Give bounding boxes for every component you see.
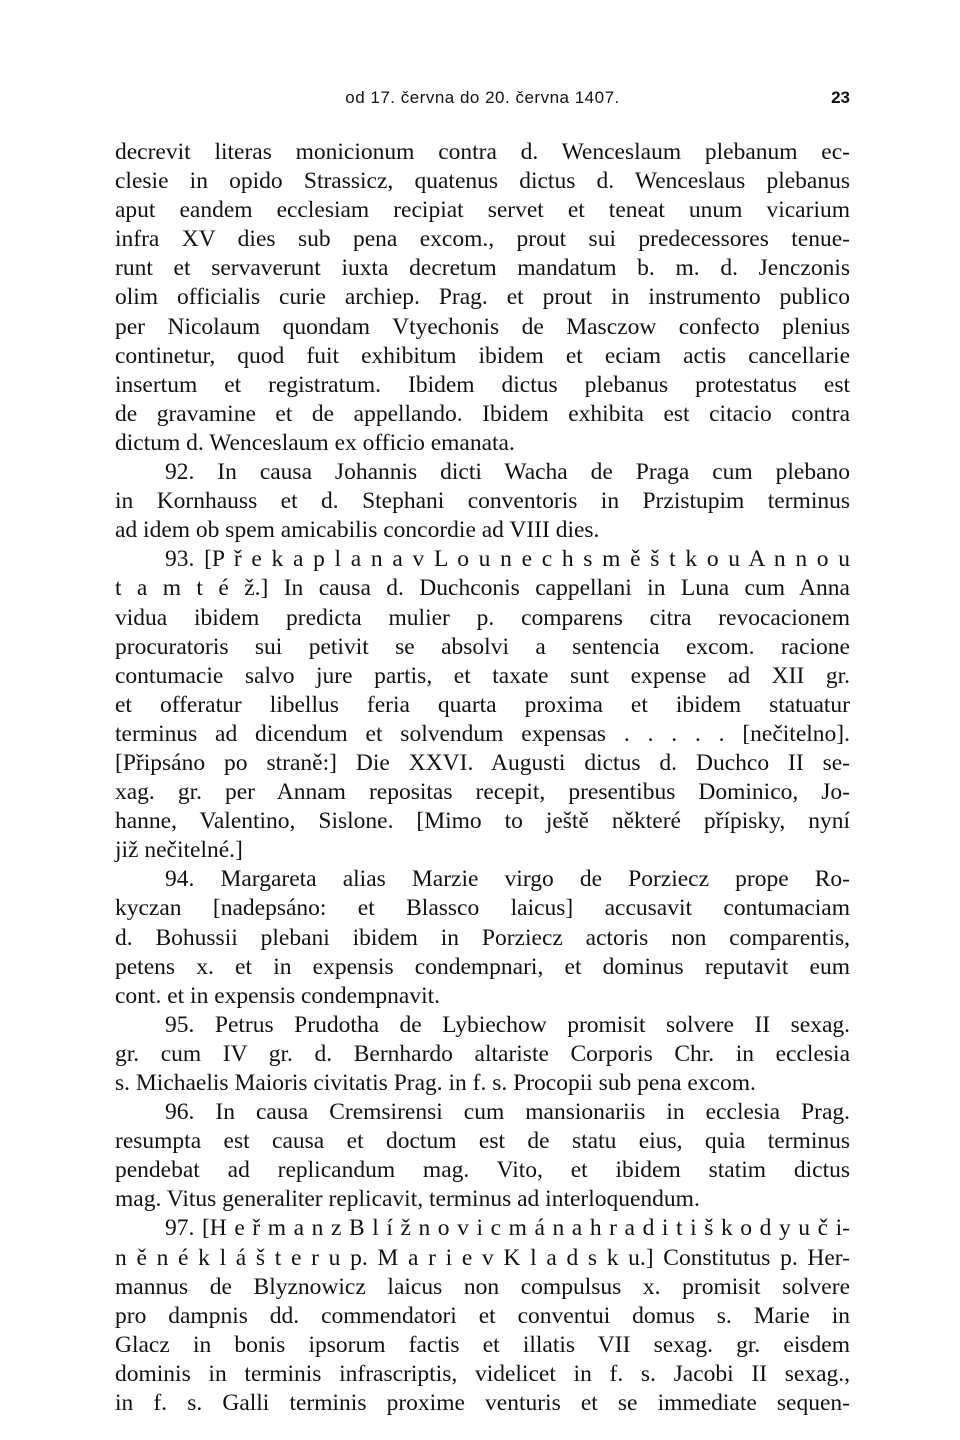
text-line: terminus ad dicendum et solvendum expensas . . . . . [nečitelno]. [115,720,850,747]
entry-92-line: 92. In causa Johannis dicti Wacha de Praga cum plebano [165,459,850,486]
text-line: runt et servaverunt iuxta decretum mandatum b. m. d. Jenczonis [115,255,850,282]
entry-95-line: 95. Petrus Prudotha de Lybiechow promisit solvere II sexag. [165,1011,850,1038]
entry-97-line: 97. [H e ř m a n z B l í ž n o v i c m á n a h r a d i t i š k o d y u č i- [165,1215,850,1242]
page-header [115,88,850,118]
text-line: n ě n é k l á š t e r u p. M a r i e v K l a d s k u.] Constitutus p. Her- [115,1244,850,1271]
running-head: od 17. června do 20. června 1407. [345,88,620,107]
text-line: již nečitelné.] [115,837,243,864]
text-line: dictum d. Wenceslaum ex officio emanata. [115,429,515,456]
body-text [115,138,850,1418]
text-line: in Kornhauss et d. Stephani conventoris in Przistupim terminus [115,488,850,515]
page-number: 23 [831,88,850,107]
text-line: xag. gr. per Annam repositas recepit, presentibus Dominico, Jo- [115,779,850,806]
text-line: t a m t é ž.] In causa d. Duchconis cappellani in Luna cum Anna [115,575,850,602]
text-line: procuratoris sui petivit se absolvi a sentencia excom. racione [115,633,850,660]
text-line: ad idem ob spem amicabilis concordie ad VIII dies. [115,517,600,544]
text-line: d. Bohussii plebani ibidem in Porziecz actoris non comparentis, [115,924,850,951]
text-line: contumacie salvo jure partis, et taxate sunt expense ad XII gr. [115,662,850,689]
text-line: continetur, quod fuit exhibitum ibidem et eciam actis cancellarie [115,342,850,369]
entry-93-line: 93. [P ř e k a p l a n a v L o u n e c h s m ě š t k o u A n n o u [165,546,850,573]
text-line: petens x. et in expensis condempnari, et dominus reputavit eum [115,953,850,980]
text-line: aput eandem ecclesiam recipiat servet et teneat unum vicarium [115,197,850,224]
text-line: Glacz in bonis ipsorum factis et illatis VII sexag. gr. eisdem [115,1331,850,1358]
text-line: dominis in terminis infrascriptis, videlicet in f. s. Jacobi II sexag., [115,1360,850,1387]
entry-94-line: 94. Margareta alias Marzie virgo de Porziecz prope Ro- [165,866,850,893]
text-line: et offeratur libellus feria quarta proxima et ibidem statuatur [115,691,850,718]
text-line: decrevit literas monicionum contra d. Wenceslaum plebanum ec- [115,139,850,165]
text-line: s. Michaelis Maioris civitatis Prag. in f. s. Procopii sub pena excom. [115,1070,756,1096]
text-line: olim officialis curie archiep. Prag. et prout in instrumento publico [115,284,850,311]
text-line: per Nicolaum quondam Vtyechonis de Masczow confecto plenius [115,313,850,340]
text-line: vidua ibidem predicta mulier p. comparens citra revocacionem [115,604,850,631]
text-line: infra XV dies sub pena excom., prout sui predecessores tenue- [115,226,850,253]
text-line: pendebat ad replicandum mag. Vito, et ibidem statim dictus [115,1157,850,1184]
text-line: de gravamine et de appellando. Ibidem exhibita est citacio contra [115,400,850,427]
text-line: mannus de Blyznowicz laicus non compulsus x. promisit solvere [115,1273,850,1300]
text-line: mag. Vitus generaliter replicavit, terminus ad interloquendum. [115,1186,700,1213]
text-line: gr. cum IV gr. d. Bernhardo altariste Corporis Chr. in ecclesia [115,1040,850,1067]
text-line: kyczan [nadepsáno: et Blassco laicus] accusavit contumaciam [115,895,850,922]
text-line: cont. et in expensis condempnavit. [115,982,441,1009]
text-line: in f. s. Galli terminis proxime venturis et se immediate sequen- [115,1390,850,1417]
text-line: pro dampnis dd. commendatori et conventui domus s. Marie in [115,1302,850,1329]
text-line: resumpta est causa et doctum est de statu eius, quia terminus [115,1128,850,1155]
entry-96-line: 96. In causa Cremsirensi cum mansionariis in ecclesia Prag. [165,1099,850,1126]
text-line: clesie in opido Strassicz, quatenus dictus d. Wenceslaus plebanus [115,168,850,195]
text-line: [Připsáno po straně:] Die XXVI. Augusti dictus d. Duchco II se- [115,749,850,776]
text-line: hanne, Valentino, Sislone. [Mimo to ještě některé přípisky, nyní [115,808,850,835]
text-line: insertum et registratum. Ibidem dictus plebanus protestatus est [115,371,850,398]
